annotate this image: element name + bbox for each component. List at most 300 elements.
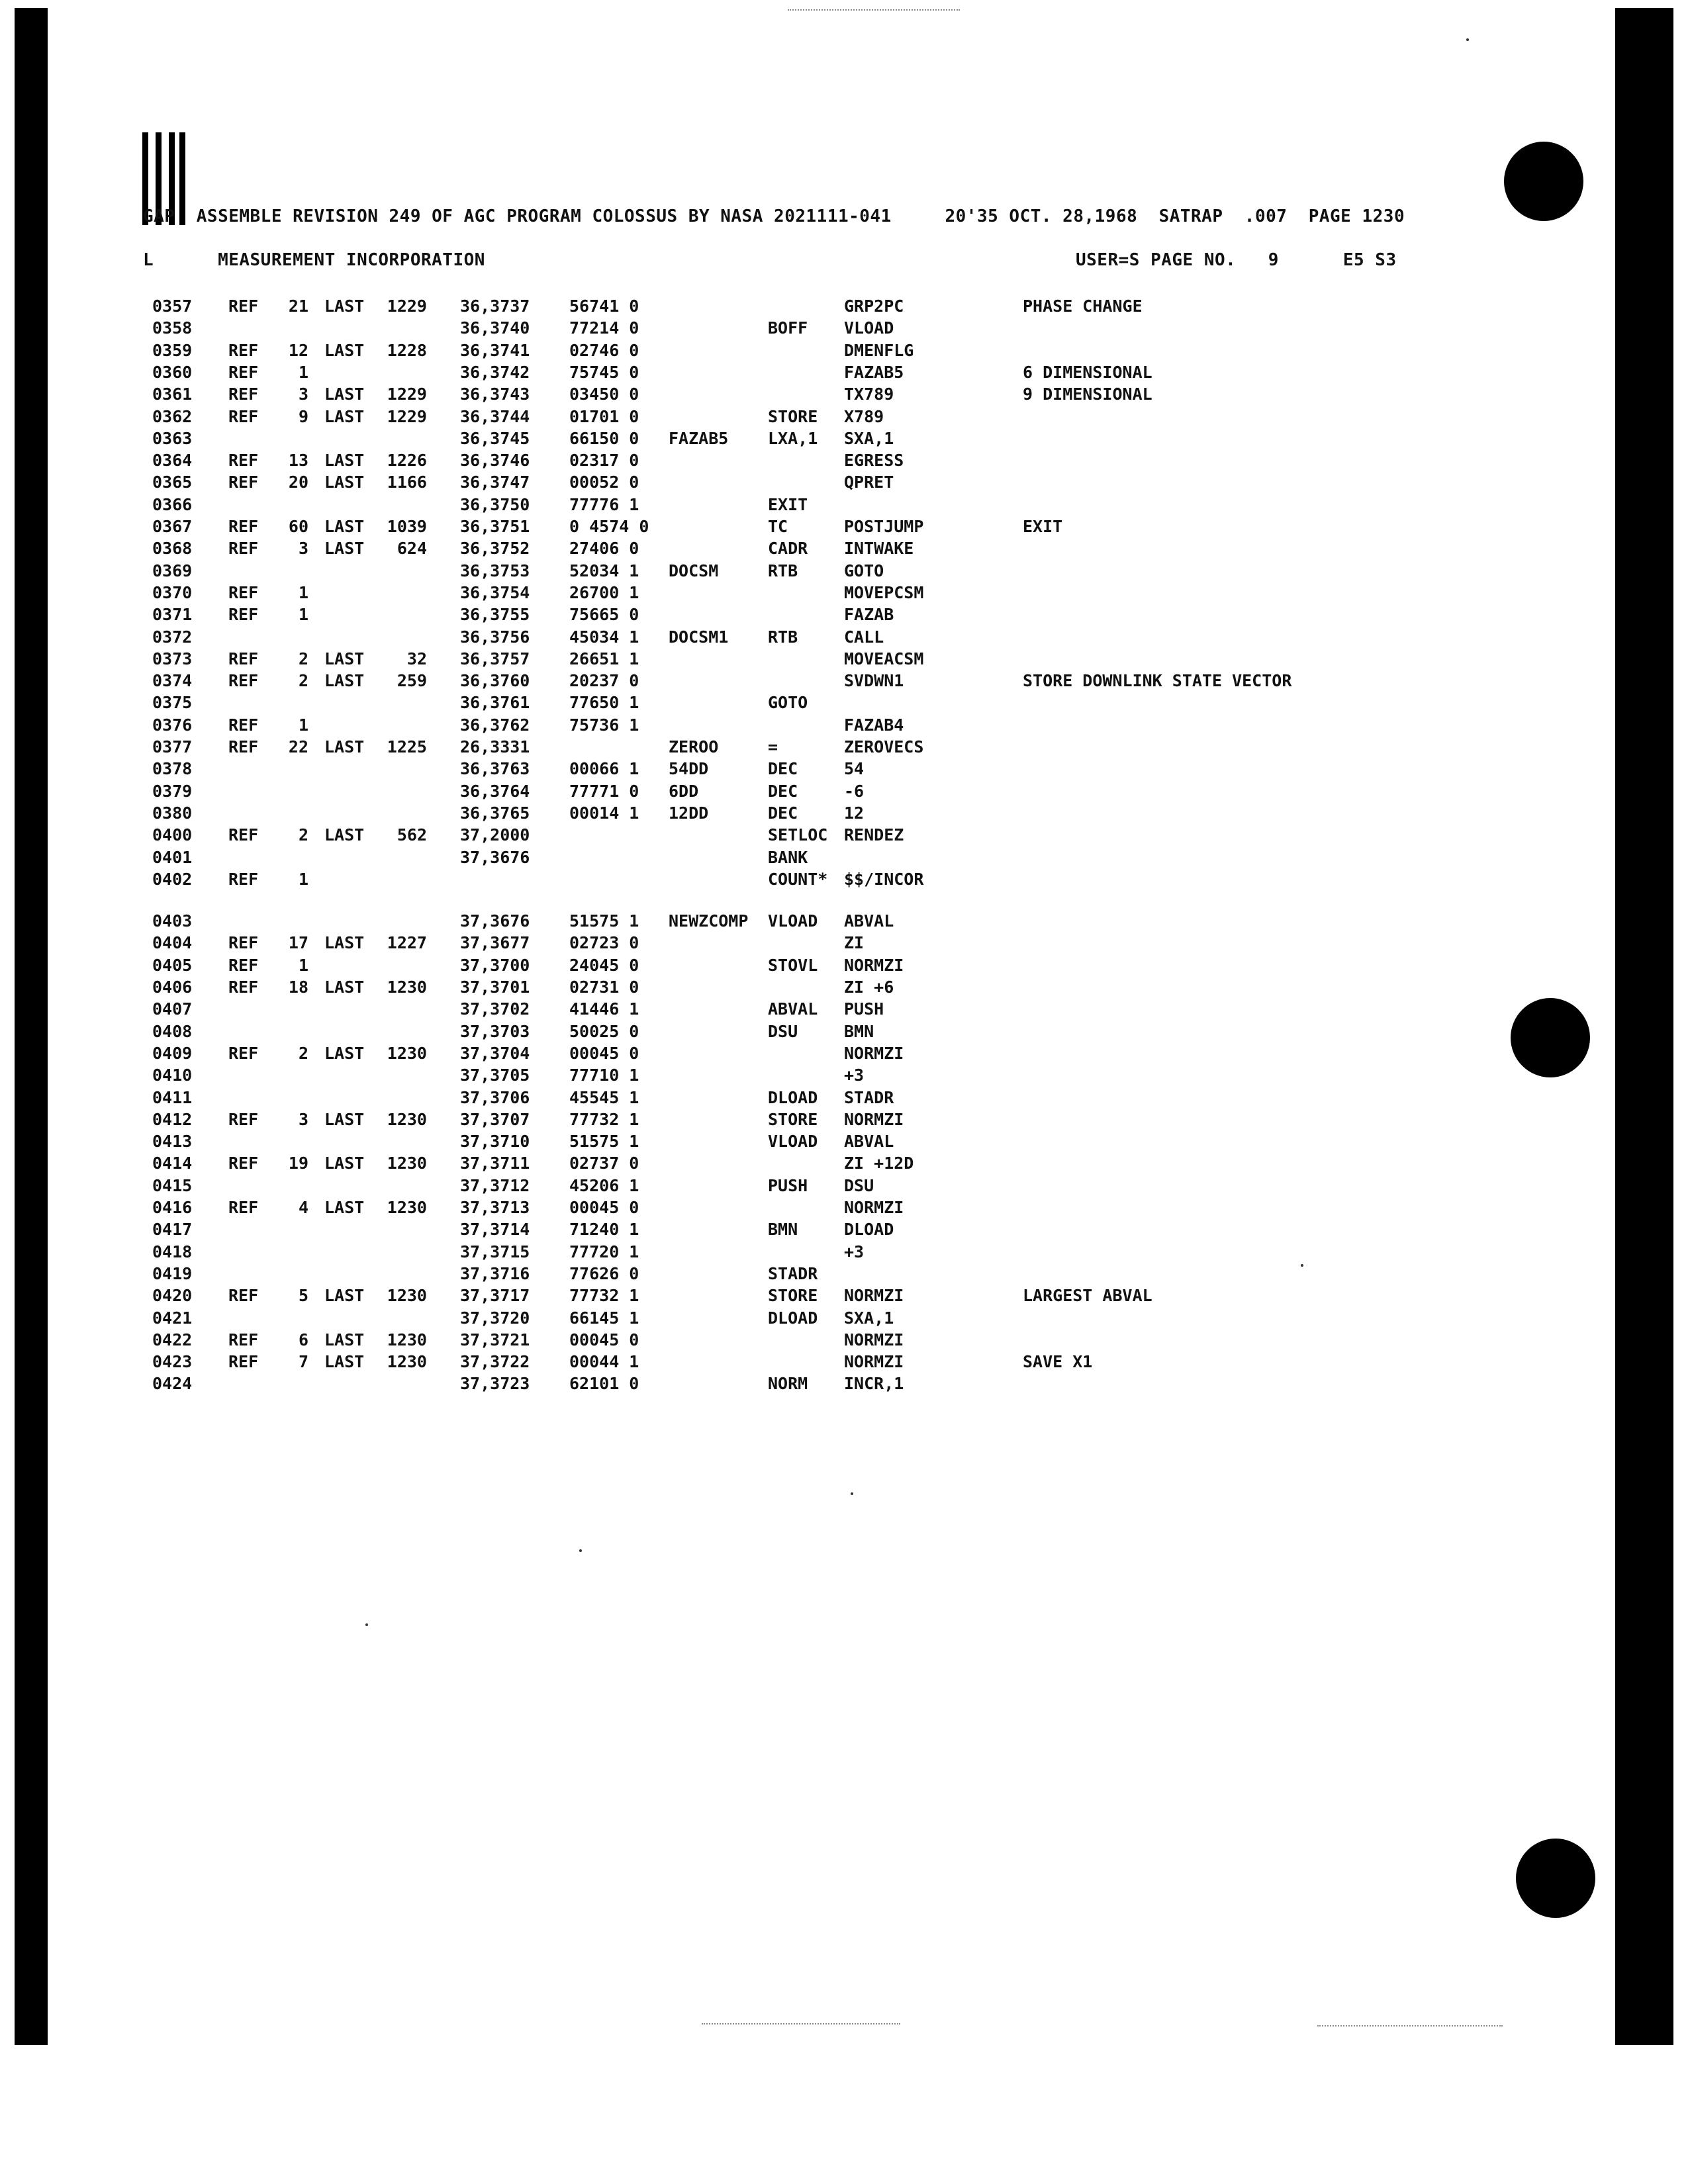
listing-row [0,561,1589,583]
operand: SXA,1 [844,428,894,448]
address: 36,3743 [460,385,530,404]
last-tag: LAST [324,1352,365,1372]
address: 37,3676 [460,911,530,931]
opcode: BOFF [768,318,808,338]
ref-tag: REF [228,1154,259,1173]
opcode: NORM [768,1374,808,1394]
operand: ZI +6 [844,978,894,997]
last-line: 1229 [387,385,427,404]
ref-tag: REF [228,582,259,602]
seq-number: 0412 [152,1109,193,1129]
ref-tag: REF [228,671,259,691]
opcode: STORE [768,406,818,426]
octal-value: 77626 0 [569,1263,639,1283]
address: 36,3742 [460,362,530,382]
ref-tag: REF [228,517,259,536]
operand: ABVAL [844,911,894,931]
opcode: COUNT* [768,869,828,889]
octal-value: 66145 1 [569,1308,639,1328]
address: 37,3722 [460,1352,530,1372]
listing-row [0,649,1589,671]
address: 37,3717 [460,1286,530,1306]
last-line: 562 [397,825,427,845]
last-line: 1228 [387,340,427,360]
opcode: VLOAD [768,1132,818,1152]
operand: GRP2PC [844,296,904,316]
ref-count: 1 [298,605,308,625]
scan-margin-bottom [0,2045,1688,2184]
octal-value: 41446 1 [569,999,639,1019]
last-line: 1230 [387,1154,427,1173]
address: 36,3745 [460,428,530,448]
seq-number: 0368 [152,539,193,559]
last-line: 1230 [387,1198,427,1217]
octal-value: 24045 0 [569,955,639,975]
scan-speck [365,1623,368,1626]
opcode: TC [768,517,788,536]
comment: PHASE CHANGE [1023,296,1143,316]
seq-number: 0358 [152,318,193,338]
address: 36,3755 [460,605,530,625]
octal-value: 52034 1 [569,561,639,580]
seq-number: 0378 [152,759,193,779]
ref-count: 7 [298,1352,308,1372]
ref-count: 3 [298,539,308,559]
listing-row [0,1154,1589,1175]
operand: CALL [844,627,884,647]
listing-row [0,517,1589,539]
octal-value: 66150 0 [569,428,639,448]
operand: POSTJUMP [844,517,924,536]
listing-row [0,1022,1589,1044]
listing-row [0,978,1589,999]
operand: FAZAB5 [844,362,904,382]
operand: ABVAL [844,1132,894,1152]
address: 36,3740 [460,318,530,338]
listing-row [0,870,1589,891]
operand: ZI [844,933,865,953]
opcode: SETLOC [768,825,828,845]
seq-number: 0415 [152,1175,193,1195]
opcode: GOTO [768,693,808,713]
opcode: DEC [768,781,798,801]
ref-tag: REF [228,649,259,668]
operand: DMENFLG [844,340,914,360]
address: 37,3704 [460,1043,530,1063]
opcode: BMN [768,1220,798,1240]
octal-value: 75745 0 [569,362,639,382]
octal-value: 45545 1 [569,1087,639,1107]
operand: 54 [844,759,865,779]
operand: NORMZI [844,1330,904,1349]
operand: FAZAB4 [844,715,904,735]
seq-number: 0422 [152,1330,193,1349]
octal-value: 75665 0 [569,605,639,625]
listing-row [0,1132,1589,1154]
label: 54DD [669,759,709,779]
seq-number: 0362 [152,406,193,426]
last-tag: LAST [324,825,365,845]
operand: STADR [844,1087,894,1107]
octal-value: 00045 0 [569,1198,639,1217]
listing-row [0,451,1589,473]
octal-value: 00066 1 [569,759,639,779]
address: 36,3761 [460,693,530,713]
ref-tag: REF [228,406,259,426]
octal-value: 00045 0 [569,1043,639,1063]
octal-value: 77720 1 [569,1242,639,1261]
ref-tag: REF [228,737,259,756]
last-tag: LAST [324,1330,365,1349]
seq-number: 0423 [152,1352,193,1372]
opcode: DEC [768,803,798,823]
opcode: STADR [768,1263,818,1283]
opcode: RTB [768,627,798,647]
address: 36,3744 [460,406,530,426]
listing-row [0,933,1589,955]
seq-number: 0413 [152,1132,193,1152]
octal-value: 00044 1 [569,1352,639,1372]
octal-value: 77776 1 [569,494,639,514]
operand: FAZAB [844,605,894,625]
listing-row [0,1286,1589,1308]
operand: NORMZI [844,1109,904,1129]
octal-value: 00045 0 [569,1330,639,1349]
label: NEWZCOMP [669,911,749,931]
comment: 6 DIMENSIONAL [1023,362,1152,382]
ref-count: 17 [288,933,308,953]
octal-value: 00014 1 [569,803,639,823]
seq-number: 0416 [152,1198,193,1217]
listing-row [0,363,1589,385]
address: 37,3721 [460,1330,530,1349]
ref-tag: REF [228,473,259,492]
seq-number: 0401 [152,847,193,867]
listing-row [0,1374,1589,1396]
address: 37,3711 [460,1154,530,1173]
octal-value: 0 4574 0 [569,517,649,536]
opcode: BANK [768,847,808,867]
listing-row [0,825,1589,847]
seq-number: 0409 [152,1043,193,1063]
address: 37,3713 [460,1198,530,1217]
listing-row [0,848,1589,870]
address: 36,3752 [460,539,530,559]
address: 36,3754 [460,582,530,602]
operand: +3 [844,1066,865,1085]
last-tag: LAST [324,1286,365,1306]
seq-number: 0376 [152,715,193,735]
ref-count: 12 [288,340,308,360]
listing-subheader-left: L MEASUREMENT INCORPORATION [143,250,485,270]
seq-number: 0414 [152,1154,193,1173]
address: 36,3741 [460,340,530,360]
address: 37,3676 [460,847,530,867]
listing-row [0,1176,1589,1198]
octal-value: 02737 0 [569,1154,639,1173]
ref-tag: REF [228,1286,259,1306]
seq-number: 0417 [152,1220,193,1240]
octal-value: 00052 0 [569,473,639,492]
seq-number: 0366 [152,494,193,514]
operand: MOVEPCSM [844,582,924,602]
octal-value: 77650 1 [569,693,639,713]
last-tag: LAST [324,1109,365,1129]
last-tag: LAST [324,473,365,492]
seq-number: 0420 [152,1286,193,1306]
listing-row [0,318,1589,340]
ref-count: 1 [298,869,308,889]
ref-count: 3 [298,1109,308,1129]
ref-tag: REF [228,451,259,471]
listing-row [0,1198,1589,1220]
operand: ZI +12D [844,1154,914,1173]
octal-value: 56741 0 [569,296,639,316]
address: 36,3764 [460,781,530,801]
last-line: 1230 [387,1352,427,1372]
address: 37,3723 [460,1374,530,1394]
opcode: STORE [768,1109,818,1129]
ref-count: 1 [298,955,308,975]
operand: -6 [844,781,865,801]
listing-header: GAP ASSEMBLE REVISION 249 OF AGC PROGRAM COLOSSUS BY NASA 2021111-041 20'35 OCT. 28,1968 SATRAP .007 PAGE 1230 [143,206,1405,226]
ref-count: 6 [298,1330,308,1349]
ref-tag: REF [228,539,259,559]
scan-speck [1466,38,1469,41]
octal-value: 45206 1 [569,1175,639,1195]
operand: INTWAKE [844,539,914,559]
operand: QPRET [844,473,894,492]
seq-number: 0419 [152,1263,193,1283]
address: 36,3757 [460,649,530,668]
operand: 12 [844,803,865,823]
last-tag: LAST [324,340,365,360]
seq-number: 0375 [152,693,193,713]
seq-number: 0406 [152,978,193,997]
ref-count: 19 [288,1154,308,1173]
listing-row [0,341,1589,363]
octal-value: 02317 0 [569,451,639,471]
listing-row [0,605,1589,627]
opcode: LXA,1 [768,428,818,448]
octal-value: 02731 0 [569,978,639,997]
comment: 9 DIMENSIONAL [1023,385,1152,404]
ref-count: 2 [298,671,308,691]
operand: RENDEZ [844,825,904,845]
ref-count: 22 [288,737,308,756]
opcode: DSU [768,1021,798,1041]
ref-count: 60 [288,517,308,536]
seq-number: 0360 [152,362,193,382]
listing-row [0,693,1589,715]
listing-row [0,1308,1589,1330]
ref-tag: REF [228,1330,259,1349]
address: 37,2000 [460,825,530,845]
octal-value: 02746 0 [569,340,639,360]
listing-row [0,296,1589,318]
address: 26,3331 [460,737,530,756]
ref-count: 2 [298,825,308,845]
seq-number: 0367 [152,517,193,536]
ref-count: 1 [298,362,308,382]
listing-row [0,759,1589,781]
label: DOCSM [669,561,719,580]
last-line: 1230 [387,978,427,997]
octal-value: 77771 0 [569,781,639,801]
operand: NORMZI [844,1198,904,1217]
opcode: STORE [768,1286,818,1306]
seq-number: 0400 [152,825,193,845]
operand: BMN [844,1021,874,1041]
opcode: ABVAL [768,999,818,1019]
opcode: VLOAD [768,911,818,931]
seq-number: 0365 [152,473,193,492]
operand: MOVEACSM [844,649,924,668]
address: 37,3715 [460,1242,530,1261]
seq-number: 0364 [152,451,193,471]
octal-value: 02723 0 [569,933,639,953]
ref-count: 2 [298,649,308,668]
ref-count: 3 [298,385,308,404]
last-line: 1166 [387,473,427,492]
octal-value: 71240 1 [569,1220,639,1240]
ref-count: 1 [298,582,308,602]
scan-speck [851,1492,853,1495]
seq-number: 0373 [152,649,193,668]
ref-count: 2 [298,1043,308,1063]
ref-count: 9 [298,406,308,426]
seq-number: 0357 [152,296,193,316]
listing-row [0,1330,1589,1352]
address: 36,3746 [460,451,530,471]
last-tag: LAST [324,539,365,559]
ref-tag: REF [228,933,259,953]
listing-row [0,407,1589,429]
ref-count: 5 [298,1286,308,1306]
ref-tag: REF [228,385,259,404]
last-line: 1230 [387,1043,427,1063]
seq-number: 0418 [152,1242,193,1261]
opcode: EXIT [768,494,808,514]
last-tag: LAST [324,451,365,471]
last-line: 1229 [387,406,427,426]
octal-value: 45034 1 [569,627,639,647]
seq-number: 0359 [152,340,193,360]
seq-number: 0411 [152,1087,193,1107]
octal-value: 01701 0 [569,406,639,426]
address: 37,3720 [460,1308,530,1328]
address: 36,3747 [460,473,530,492]
last-tag: LAST [324,385,365,404]
opcode: DEC [768,759,798,779]
seq-number: 0405 [152,955,193,975]
ref-tag: REF [228,1198,259,1217]
seq-number: 0363 [152,428,193,448]
listing-subheader-right: USER=S PAGE NO. 9 E5 S3 [1076,250,1397,270]
last-tag: LAST [324,737,365,756]
listing-row [0,715,1589,737]
address: 37,3677 [460,933,530,953]
ref-count: 13 [288,451,308,471]
last-line: 1230 [387,1109,427,1129]
address: 37,3714 [460,1220,530,1240]
seq-number: 0369 [152,561,193,580]
last-line: 1230 [387,1330,427,1349]
last-tag: LAST [324,671,365,691]
ref-count: 1 [298,715,308,735]
address: 37,3702 [460,999,530,1019]
ref-tag: REF [228,1109,259,1129]
octal-value: 27406 0 [569,539,639,559]
last-tag: LAST [324,296,365,316]
address: 37,3706 [460,1087,530,1107]
ref-tag: REF [228,955,259,975]
operand: NORMZI [844,955,904,975]
operand: NORMZI [844,1352,904,1372]
octal-value: 51575 1 [569,911,639,931]
last-line: 32 [406,649,427,668]
operand: GOTO [844,561,884,580]
ref-tag: REF [228,978,259,997]
listing-row [0,671,1589,693]
address: 36,3765 [460,803,530,823]
last-tag: LAST [324,649,365,668]
operand: SVDWN1 [844,671,904,691]
operand: $$/INCOR [844,869,924,889]
ref-count: 4 [298,1198,308,1217]
operand: DLOAD [844,1220,894,1240]
last-line: 1225 [387,737,427,756]
seq-number: 0374 [152,671,193,691]
address: 37,3700 [460,955,530,975]
operand: NORMZI [844,1286,904,1306]
last-tag: LAST [324,1043,365,1063]
address: 36,3760 [460,671,530,691]
listing-row [0,1352,1589,1374]
operand: EGRESS [844,451,904,471]
seq-number: 0361 [152,385,193,404]
operand: VLOAD [844,318,894,338]
octal-value: 62101 0 [569,1374,639,1394]
operand: X789 [844,406,884,426]
seq-number: 0404 [152,933,193,953]
ref-tag: REF [228,825,259,845]
seq-number: 0408 [152,1021,193,1041]
listing-row [0,1220,1589,1242]
address: 36,3750 [460,494,530,514]
octal-value: 50025 0 [569,1021,639,1041]
listing-row [0,429,1589,451]
opcode: DLOAD [768,1087,818,1107]
scan-noise-bottom [702,2023,900,2026]
address: 37,3701 [460,978,530,997]
opcode: RTB [768,561,798,580]
label: DOCSM1 [669,627,729,647]
last-tag: LAST [324,933,365,953]
address: 36,3737 [460,296,530,316]
address: 37,3710 [460,1132,530,1152]
ref-tag: REF [228,296,259,316]
comment: LARGEST ABVAL [1023,1286,1152,1306]
octal-value: 51575 1 [569,1132,639,1152]
listing-row [0,782,1589,803]
operand: ZEROVECS [844,737,924,756]
octal-value: 26700 1 [569,582,639,602]
address: 36,3753 [460,561,530,580]
scan-speck [579,1549,582,1552]
scan-edge-right [1615,8,1673,2045]
listing-row [0,1264,1589,1286]
